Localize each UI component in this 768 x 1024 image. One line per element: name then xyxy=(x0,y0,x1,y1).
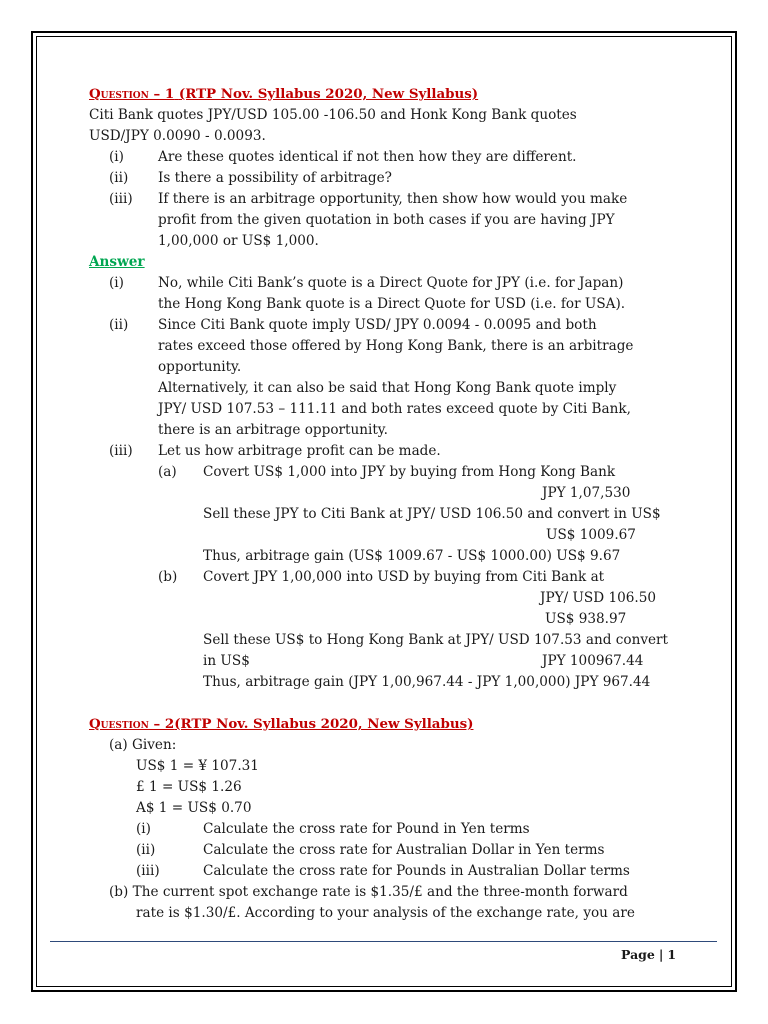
q2-item-num: (i) xyxy=(136,821,151,837)
answer-num: (iii) xyxy=(109,443,133,459)
q2-rate: US$ 1 = ¥ 107.31 xyxy=(136,758,259,774)
q2-item-text: Calculate the cross rate for Pound in Yen terms xyxy=(203,821,530,837)
q1-title-prefix: Question – 1 xyxy=(89,86,175,102)
page-footer xyxy=(621,947,676,962)
q1-intro-line: USD/JPY 0.0090 - 0.0093. xyxy=(89,128,266,144)
q1-part-text: 1,00,000 or US$ 1,000. xyxy=(158,233,319,249)
q2-rate: A$ 1 = US$ 0.70 xyxy=(136,800,252,816)
case-text: Covert US$ 1,000 into JPY by buying from Hong Kong Bank xyxy=(203,464,616,480)
q2-item-text: Calculate the cross rate for Australian Dollar in Yen terms xyxy=(203,842,605,858)
footer-rule xyxy=(50,941,717,942)
q1-intro-line: Citi Bank quotes JPY/USD 105.00 -106.50 and Honk Kong Bank quotes xyxy=(89,107,577,123)
q1-part-num: (iii) xyxy=(109,191,133,207)
case-text: in US$ xyxy=(203,653,250,669)
answer-text: Since Citi Bank quote imply USD/ JPY 0.0094 - 0.0095 and both xyxy=(158,317,597,333)
q1-part-text: Is there a possibility of arbitrage? xyxy=(158,170,392,186)
page-number: 1 xyxy=(667,947,677,962)
answer-text: the Hong Kong Bank quote is a Direct Quote for USD (i.e. for USA). xyxy=(158,296,626,312)
case-value: JPY/ USD 106.50 xyxy=(540,590,657,606)
case-text: Sell these JPY to Citi Bank at JPY/ USD 106.50 and convert in US$ xyxy=(203,506,661,522)
case-text: Thus, arbitrage gain (US$ 1009.67 - US$ 1000.00) US$ 9.67 xyxy=(203,548,621,564)
answer-heading: Answer xyxy=(89,254,145,270)
case-text: Covert JPY 1,00,000 into USD by buying from Citi Bank at xyxy=(203,569,605,585)
answer-text: opportunity. xyxy=(158,359,242,375)
answer-text: JPY/ USD 107.53 – 111.11 and both rates exceed quote by Citi Bank, xyxy=(158,401,631,417)
case-num: (b) xyxy=(158,569,178,585)
answer-num: (ii) xyxy=(109,317,129,333)
answer-text: there is an arbitrage opportunity. xyxy=(158,422,388,438)
q2-item-num: (iii) xyxy=(136,863,160,879)
q2-rate: £ 1 = US$ 1.26 xyxy=(136,779,242,795)
document-body xyxy=(89,84,689,924)
q2-title-suffix: (RTP Nov. Syllabus 2020, New Syllabus) xyxy=(174,716,474,732)
answer-text: No, while Citi Bank’s quote is a Direct Quote for JPY (i.e. for Japan) xyxy=(158,275,624,291)
q2-item-text: Calculate the cross rate for Pounds in Australian Dollar terms xyxy=(203,863,630,879)
q1-title-suffix: (RTP Nov. Syllabus 2020, New Syllabus) xyxy=(178,86,479,102)
page-separator: | xyxy=(658,947,664,962)
case-value: JPY 100967.44 xyxy=(542,653,644,669)
answer-text: Alternatively, it can also be said that Hong Kong Bank quote imply xyxy=(158,380,617,396)
q1-part-num: (ii) xyxy=(109,170,129,186)
answer-text: Let us how arbitrage profit can be made. xyxy=(158,443,441,459)
q1-part-text: Are these quotes identical if not then how they are different. xyxy=(158,149,577,165)
case-text: Thus, arbitrage gain (JPY 1,00,967.44 - JPY 1,00,000) JPY 967.44 xyxy=(203,674,651,690)
q2-item-num: (ii) xyxy=(136,842,156,858)
page-label: Page xyxy=(621,947,655,962)
q2-heading xyxy=(89,714,689,735)
q2-b-line: rate is $1.30/£. According to your analysis of the exchange rate, you are xyxy=(136,905,635,921)
case-value: JPY 1,07,530 xyxy=(542,485,631,501)
case-value: US$ 1009.67 xyxy=(546,527,636,543)
answer-num: (i) xyxy=(109,275,124,291)
q1-part-text: If there is an arbitrage opportunity, then show how would you make xyxy=(158,191,628,207)
q1-part-num: (i) xyxy=(109,149,124,165)
q1-heading xyxy=(89,84,689,105)
case-num: (a) xyxy=(158,464,177,480)
q1-part-text: profit from the given quotation in both cases if you are having JPY xyxy=(158,212,615,228)
answer-text: rates exceed those offered by Hong Kong Bank, there is an arbitrage xyxy=(158,338,634,354)
case-text: Sell these US$ to Hong Kong Bank at JPY/ USD 107.53 and convert xyxy=(203,632,669,648)
q2-b-line: (b) The current spot exchange rate is $1.35/£ and the three-month forward xyxy=(109,884,628,900)
q2-title-prefix: Question – 2 xyxy=(89,716,175,732)
q2-given: (a) Given: xyxy=(109,737,177,753)
case-value: US$ 938.97 xyxy=(545,611,627,627)
